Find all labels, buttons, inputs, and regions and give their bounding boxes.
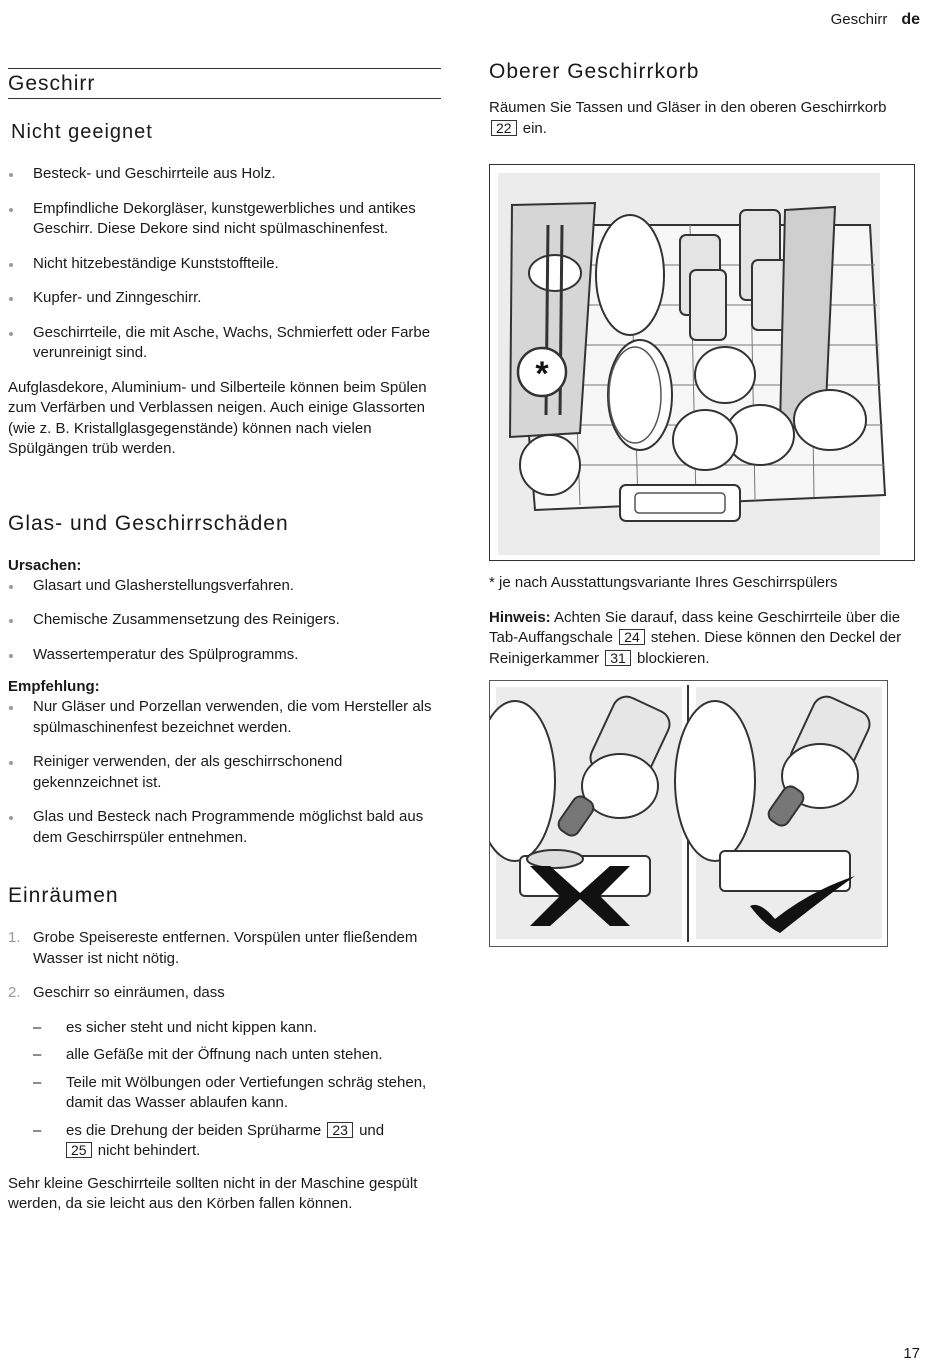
- closing-note: Sehr kleine Geschirrteile sollten nicht in der Maschine gespült werden, da sie leicht aus den Körben fallen können.: [8, 1174, 418, 1212]
- header-language: de: [901, 11, 920, 28]
- substep-item: – alle Gefäße mit der Öffnung nach unten stehen.: [33, 1045, 441, 1066]
- step-number: 2.: [8, 984, 21, 1001]
- loading-substeps: [8, 1018, 441, 1162]
- section-title-schaeden: Glas- und Geschirrschäden: [8, 511, 289, 535]
- list-item: Nur Gläser und Porzellan verwenden, die vom Hersteller als spülmaschinenfest bezeichnet werden.: [8, 697, 441, 738]
- part-reference: 24: [619, 629, 645, 645]
- substep-item: [33, 1121, 441, 1162]
- list-item: Kupfer- und Zinngeschirr.: [8, 288, 441, 309]
- basket-drawing: [490, 165, 913, 559]
- list-item: Reiniger verwenden, der als geschirrschonend gekennzeichnet ist.: [8, 752, 441, 793]
- running-header: [831, 11, 920, 29]
- intro-text: Räumen Sie Tassen und Gläser in den oberen Geschirrkorb: [489, 99, 887, 116]
- section-title-einraeumen: Einräumen: [8, 884, 119, 907]
- step-text: Geschirr so einräumen, dass: [33, 984, 225, 1001]
- footnote: * je nach Ausstattungsvariante Ihres Geschirrspülers: [489, 574, 838, 591]
- loading-steps: [8, 928, 441, 1004]
- unsuitable-list: [8, 164, 441, 364]
- hint-label: Hinweis:: [489, 608, 551, 626]
- substep-text: und: [359, 1121, 385, 1139]
- hint-text: stehen. Diese können den Deckel der Reinigerkammer: [489, 629, 902, 667]
- upper-basket-intro: [489, 98, 919, 139]
- step-number: 1.: [8, 929, 21, 946]
- causes-list: [8, 576, 441, 666]
- step-item: [8, 928, 441, 969]
- right-lower-text: [489, 573, 919, 669]
- equipment-marker: *: [535, 355, 549, 393]
- recommendation-label: Empfehlung:: [8, 678, 100, 695]
- unsuitable-note: Aufglasdekore, Aluminium- und Silberteile können beim Spülen zum Verfärben und Verblassen neigen. Auch einige Glassorten (wie z. B. Kristallglasgegenstände) können nach vielen Spülgängen trüb werden.: [8, 378, 427, 457]
- step-text: Grobe Speisereste entfernen. Vorspülen unter fließendem Wasser ist nicht nötig.: [33, 929, 418, 967]
- left-column: [8, 68, 441, 1215]
- page-number: 17: [903, 1345, 920, 1362]
- hint-text: Achten Sie darauf, dass keine Geschirrteile über die Tab-Auffangschale: [489, 608, 901, 646]
- substep-item: – es sicher steht und nicht kippen kann.: [33, 1018, 441, 1039]
- list-item: Glas und Besteck nach Programmende möglichst bald aus dem Geschirrspüler entnehmen.: [8, 807, 441, 848]
- right-column: [489, 60, 919, 139]
- list-item: Geschirrteile, die mit Asche, Wachs, Schmierfett oder Farbe verunreinigt sind.: [8, 323, 441, 364]
- tab-tray-illustration: [489, 680, 888, 947]
- hint-text: blockieren.: [636, 649, 710, 667]
- list-item: Wassertemperatur des Spülprogramms.: [8, 645, 441, 666]
- list-item: Chemische Zusammensetzung des Reinigers.: [8, 610, 441, 631]
- section-title-geschirr: Geschirr: [8, 68, 441, 99]
- section-title-oberer-korb: Oberer Geschirrkorb: [489, 60, 700, 83]
- hint-paragraph: [489, 608, 919, 670]
- list-item: Nicht hitzebeständige Kunststoffteile.: [8, 254, 441, 275]
- substep-text: es die Drehung der beiden Sprüharme: [66, 1121, 322, 1139]
- part-reference: 22: [491, 120, 517, 136]
- header-section: Geschirr: [830, 11, 888, 28]
- part-reference: 23: [327, 1122, 353, 1138]
- part-reference: 25: [66, 1142, 92, 1158]
- part-reference: 31: [605, 650, 631, 666]
- recommendation-list: [8, 697, 441, 848]
- subsection-title-nicht-geeignet: Nicht geeignet: [11, 121, 153, 143]
- list-item: Glasart und Glasherstellungsverfahren.: [8, 576, 441, 597]
- intro-text: ein.: [522, 119, 547, 137]
- substep-text: nicht behindert.: [97, 1142, 201, 1159]
- upper-basket-illustration: [489, 164, 915, 561]
- substep-item: – Teile mit Wölbungen oder Vertiefungen schräg stehen, damit das Wasser ablaufen kann.: [33, 1073, 441, 1114]
- list-item: Besteck- und Geschirrteile aus Holz.: [8, 164, 441, 185]
- causes-label: Ursachen:: [8, 556, 82, 574]
- tray-comparison-drawing: [490, 681, 887, 946]
- list-item: Empfindliche Dekorgläser, kunstgewerbliches und antikes Geschirr. Diese Dekore sind nicht spülmaschinenfest.: [8, 199, 441, 240]
- step-item: [8, 983, 441, 1004]
